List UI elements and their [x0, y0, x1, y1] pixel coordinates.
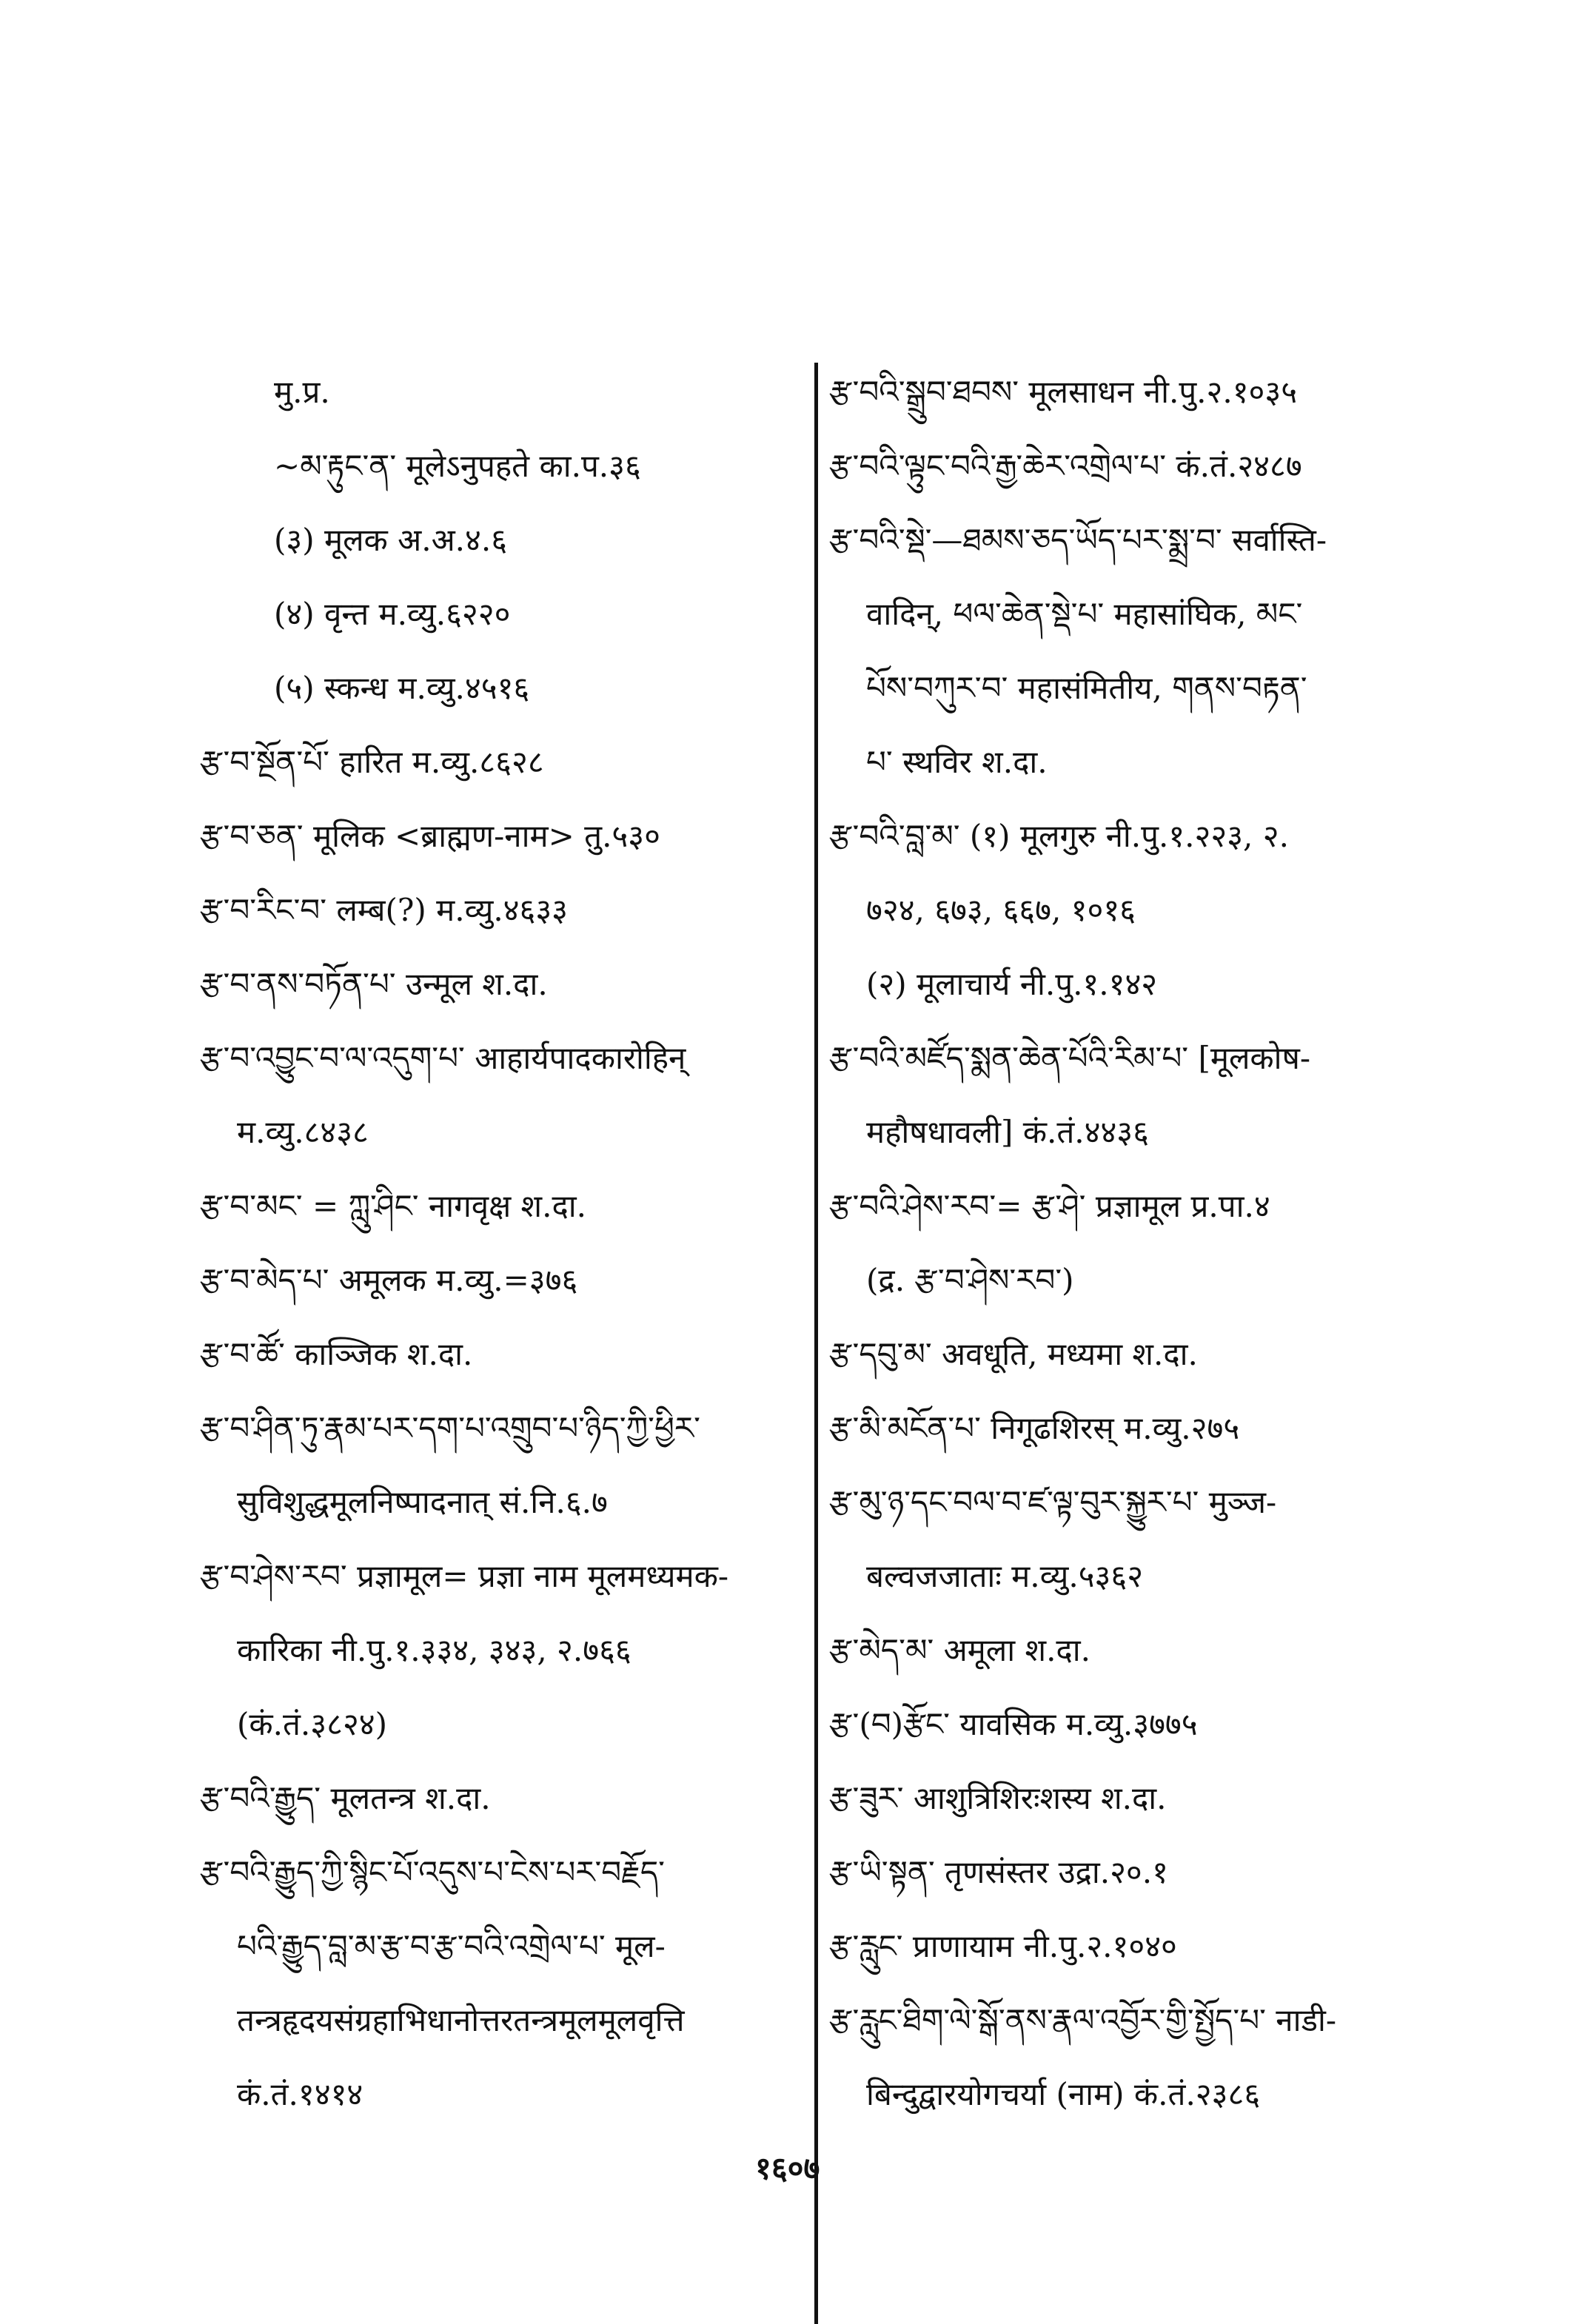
left-entry-line: (कं.तं.३८२४) [237, 1706, 388, 1742]
right-entry-line: बल्वजजाताः म.व्यु.५३६२ [866, 1558, 1144, 1594]
right-entry-line: རྩ་མུ་ཉ་དང་བལ་བ་ཛ་ལྟ་བུར་སྐྱུར་པ་ मुञ्ज- [829, 1484, 1277, 1520]
right-entry-line: ७२४, ६७३, ६६७, १०१६ [866, 892, 1136, 928]
left-entry-line: རྩ་བའི་རྒྱུད་ཀྱི་སྙིང་པོ་འདུས་པ་ངེས་པར་བརྗོད་ [200, 1854, 665, 1890]
left-entry-line: मु.प्र. [274, 374, 330, 410]
left-entry-line: कारिका नी.पु.१.३३४, ३४३, २.७६६ [237, 1632, 631, 1668]
left-entry-line: རྩ་བ་འབྱུང་བ་ལ་འདུག་པ་ आहार्यपादकारोहिन् [200, 1040, 686, 1076]
left-entry-line: म.व्यु.८४३८ [237, 1114, 369, 1150]
right-entry-line: वादिन्, ཕལ་ཆེན་སྡེ་པ་ महासांघिक, མང་ [866, 596, 1303, 632]
right-entry-line: རྩ་ཟུར་ आशुत्रिशिरःशस्य श.दा. [829, 1780, 1167, 1816]
left-entry-line: རྩ་བ་ནས་བཏོན་པ་ उन्मूल श.दा. [200, 966, 548, 1002]
right-entry-line: རྩ་བའི་སྡེ་—ཐམས་ཅད་ཡོད་པར་སྨྲ་བ་ सर्वास्ति- [829, 522, 1327, 558]
right-entry-line: རྩ་(བ)རྩོང་ यावसिक म.व्यु.३७७५ [829, 1706, 1198, 1742]
left-entry-line: तन्त्रहृदयसंग्रहाभिधानोत्तरतन्त्रमूलमूलवृत्ति [237, 2002, 685, 2038]
left-entry-line: (४) वृन्त म.व्यु.६२२० [274, 596, 511, 632]
right-entry-line: རྩ་མེད་མ་ अमूला श.दा. [829, 1632, 1091, 1668]
right-entry-line: རྩ་མི་མངོན་པ་ निगूढशिरस् म.व्यु.२७५ [829, 1410, 1240, 1446]
column-divider [814, 363, 818, 2324]
page-number: १६०७ [755, 2150, 820, 2186]
left-entry-line: རྩ་བ་མང་ = ཀླུ་ཤིང་ नागवृक्ष श.दा. [200, 1188, 586, 1224]
left-entry-line: རྩ་བ་ཅན་ मूलिक <ब्राह्मण-नाम> तु.५३० [200, 818, 660, 854]
right-entry-line: རྩ་བའི་སྒྲུབ་ཐབས་ मूलसाधन नी.पु.२.१०३५ [829, 374, 1298, 410]
left-entry-line: རྩ་བ་ཤེས་རབ་ प्रज्ञामूल= प्रज्ञा नाम मूलमध्यमक- [200, 1558, 729, 1594]
right-entry-line: (द्र. རྩ་བ་ཤེས་རབ་) [866, 1262, 1074, 1298]
left-entry-line: सुविशुद्धमूलनिष्पादनात् सं.नि.६.७ [237, 1484, 608, 1520]
left-entry-line: རྩ་བའི་རྒྱུད་ मूलतन्त्र श.दा. [200, 1780, 491, 1816]
right-entry-line: རྩ་དབུ་མ་ अवधूति, मध्यमा श.दा. [829, 1336, 1198, 1372]
left-entry-line: རྩ་བ་མེད་པ་ अमूलक म.व्यु.=३७६ [200, 1262, 578, 1298]
left-entry-line: རྩ་བ་རིང་བ་ लम्ब(?) म.व्यु.४६३३ [200, 892, 569, 928]
left-entry-line: ~མ་རྟུང་ན་ मूलेऽनुपहते का.प.३६ [274, 448, 641, 484]
right-entry-line: པ་ स्थविर श.दा. [866, 744, 1048, 780]
right-entry-line: महौषधावली] कं.तं.४४३६ [866, 1114, 1149, 1150]
left-entry-line: (५) स्कन्ध म.व्यु.४५१६ [274, 670, 530, 706]
left-entry-line: རྩ་བ་སྔོན་པོ་ हारित म.व्यु.८६२८ [200, 744, 544, 780]
right-entry-line: རྩ་བའི་ལྟུང་བའི་རྒྱ་ཆེར་འགྲེལ་པ་ कं.तं.२४८७ [829, 448, 1302, 484]
left-entry-line: རྩ་བ་ཚོ་ काञ्जिक श.दा. [200, 1336, 473, 1372]
left-entry-line: པའི་རྒྱུད་བླ་མ་རྩ་བ་རྩ་བའི་འགྲེལ་པ་ मूल- [237, 1928, 666, 1964]
right-entry-line: རྩ་བའི་བླ་མ་ (१) मूलगुरु नी.पु.१.२२३, २. [829, 818, 1289, 854]
right-entry-line: རྩ་བའི་ཤེས་རབ་= རྩ་ཤེ་ प्रज्ञामूल प्र.पा.४ [829, 1188, 1270, 1224]
right-entry-line: बिन्दुद्वारयोगचर्या (नाम) कं.तं.२३८६ [866, 2076, 1261, 2112]
right-entry-line: པོས་བཀུར་བ་ महासंमितीय, གནས་བརྟན་ [866, 670, 1307, 706]
left-column [200, 355, 814, 2132]
left-entry-line: (३) मूलक अ.अ.४.६ [274, 522, 508, 558]
left-entry-line: རྩ་བ་ཤིན་ཏུ་རྣམ་པར་དག་པ་འགྲུབ་པ་ཉིད་ཀྱི་ཕྱིར་ [200, 1410, 700, 1446]
right-entry-line: རྩ་ཡི་སྟན་ तृणसंस्तर उद्रा.२०.१ [829, 1854, 1168, 1890]
right-column [829, 355, 1436, 2132]
right-entry-line: རྩ་བའི་མཛོད་སྨན་ཆེན་པོའི་རིམ་པ་ [मूलकोष- [829, 1040, 1311, 1076]
right-entry-line: རྩ་རླུང་ प्राणायाम नी.पु.२.१०४० [829, 1928, 1177, 1964]
right-entry-line: (२) मूलाचार्य नी.पु.१.१४२ [866, 966, 1158, 1002]
left-entry-line: कं.तं.१४१४ [237, 2076, 364, 2112]
right-entry-line: རྩ་རླུང་ཐིག་ལེ་སྒོ་ནས་རྣལ་འབྱོར་གྱི་སྤྱོད་པ་ नाडी- [829, 2002, 1337, 2038]
